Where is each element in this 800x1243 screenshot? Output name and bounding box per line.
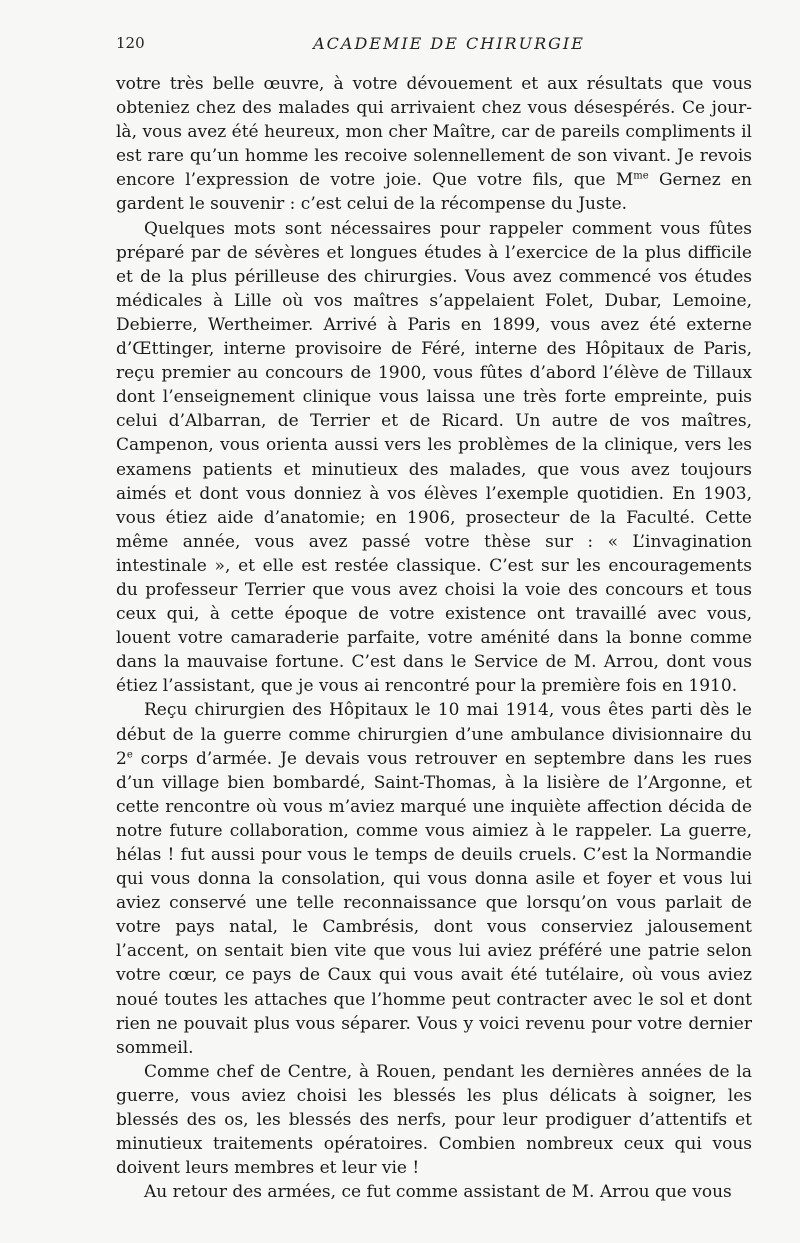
paragraph-3 [116, 698, 752, 1059]
paragraph-1-text: votre très belle œuvre, à votre dévouement et aux résultats que vous obteniez chez des malades qui arrivaient chez vous désespérés. Ce jour-là, vous avez été heureux, mon cher Maître, car de pareils compliments il est rare qu’un homme les recoive solennellement de son vivant. Je revois encore l’expression de votre joie. Que votre fils, que M [116, 74, 752, 191]
page-header [116, 34, 752, 58]
paragraph-3-text-cont: corps d’armée. Je devais vous retrouver en septembre dans les rues d’un village bien bombardé, Saint-Thomas, à la lisière de l’Argonne, et cette rencontre où vous m’aviez marqué une inquiète affection décida de notre future collaboration, comme vous aimiez à le rappeler. La guerre, hélas ! fut aussi pour vous le temps de deuils cruels. C’est la Normandie qui vous donna la consolation, qui vous donna asile et foyer et vous lui aviez conservé une telle reconnaissance que lorsqu’on vous parlait de votre pays natal, le Cambrésis, dont vous conserviez jalousement l’accent, on sentait bien vite que vous lui aviez préféré une patrie selon votre cœur, ce pays de Caux qui vous avait été tutélaire, où vous aviez noué toutes les attaches que l’homme peut contracter avec le sol et dont rien ne pouvait plus vous séparer. Vous y voici revenu pour votre dernier sommeil. [116, 748, 752, 1058]
paragraph-2: Quelques mots sont nécessaires pour rappeler comment vous fûtes préparé par de sévères et longues études à l’exercice de la plus difficile et de la plus périlleuse des chirurgies. Vous avez commencé vos études médicales à Lille où vos maîtres s’appelaient Folet, Dubar, Lemoine, Debierre, Wertheimer. Arrivé à Paris en 1899, vous avez été externe d’Œttinger, interne provisoire de Féré, interne des Hôpitaux de Paris, reçu premier au concours de 1900, vous fûtes d’abord l’élève de Tillaux dont l’enseignement clinique vous laissa une très forte empreinte, puis celui d’Albarran, de Terrier et de Ricard. Un autre de vos maîtres, Campenon, vous orienta aussi vers les problèmes de la clinique, vers les examens patients et minutieux des malades, que vous avez toujours aimés et dont vous donniez à vos élèves l’exemple quotidien. En 1903, vous étiez aide d’anatomie; en 1906, prosecteur de la Faculté. Cette même année, vous avez passé votre thèse sur : « L’invagination intestinale », et elle est restée classique. C’est sur les encouragements du professeur Terrier que vous avez choisi la voie des concours et tous ceux qui, à cette époque de votre existence ont travaillé avec vous, louent votre camaraderie parfaite, votre aménité dans la bonne comme dans la mauvaise fortune. C’est dans le Service de M. Arrou, dont vous étiez l’assistant, que je vous ai rencontré pour la première fois en 1910. [116, 218, 752, 697]
page-number: 120 [116, 34, 145, 52]
paragraph-1 [116, 72, 752, 217]
paragraph-5: Au retour des armées, ce fut comme assistant de M. Arrou que vous [144, 1182, 732, 1203]
paragraph-1-text-cont: Gernez en gardent le souvenir : c’est celui de la récompense du Juste. [116, 170, 752, 215]
body-text [116, 72, 752, 1204]
superscript-e: e [126, 748, 133, 760]
paragraph-4: Comme chef de Centre, à Rouen, pendant les dernières années de la guerre, vous aviez choisi les blessés les plus délicats à soigner, les blessés des os, les blessés des nerfs, pour leur prodiguer d’attentifs et minutieux traitements opératoires. Combien nombreux ceux qui vous doivent leurs membres et leur vie ! [116, 1061, 752, 1179]
running-title: ACADEMIE DE CHIRURGIE [313, 34, 585, 53]
superscript-me: me [633, 170, 649, 182]
paragraph-3-text: Reçu chirurgien des Hôpitaux le 10 mai 1914, vous êtes parti dès le début de la guerre comme chirurgien d’une ambulance divisionnaire du 2 [116, 700, 752, 769]
